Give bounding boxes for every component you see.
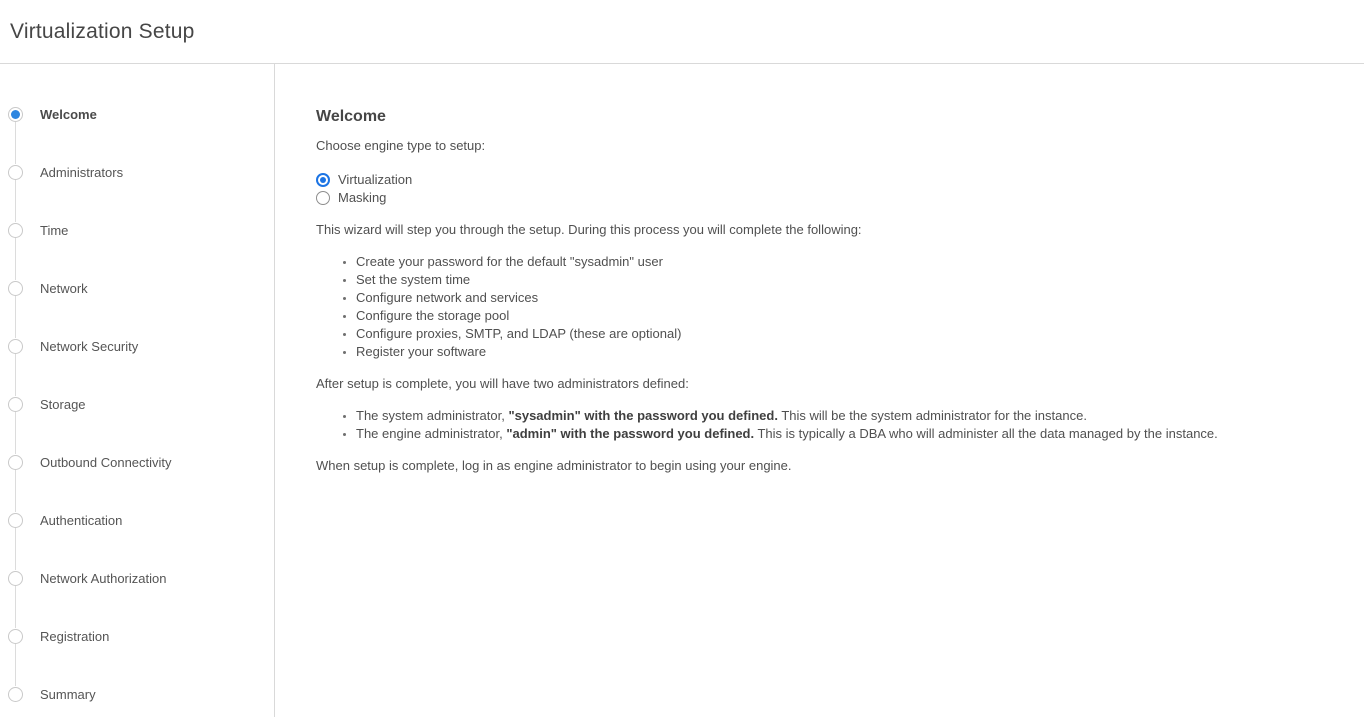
sidebar-item-administrators[interactable]: [0, 143, 274, 201]
step-label: Summary: [40, 686, 96, 702]
wizard-intro-text: This wizard will step you through the setup. During this process you will complete the following:: [316, 222, 862, 237]
list-item: • Configure the storage pool: [356, 307, 1344, 325]
sidebar-item-time[interactable]: [0, 201, 274, 259]
step-radio-icon: [8, 397, 23, 412]
list-item: • Register your software: [356, 343, 1344, 361]
step-radio-icon: [8, 455, 23, 470]
step-radio-icon: [8, 165, 23, 180]
sidebar-item-network[interactable]: [0, 259, 274, 317]
content-heading: Welcome: [316, 108, 386, 125]
radio-option-label: Masking: [338, 190, 387, 205]
list-item: [356, 425, 1344, 443]
step-label: Administrators: [40, 164, 124, 180]
step-radio-icon: [8, 107, 23, 122]
list-item: [356, 407, 1344, 425]
step-radio-icon: [8, 281, 23, 296]
step-radio-icon: [8, 513, 23, 528]
sidebar-item-welcome[interactable]: [0, 85, 274, 143]
page-title: Virtualization Setup: [10, 19, 195, 43]
step-label: Network: [40, 280, 88, 296]
step-label: Time: [40, 222, 69, 238]
step-label: Outbound Connectivity: [40, 454, 172, 470]
bold-text-run: "admin" with the password you defined.: [506, 426, 755, 441]
sidebar-item-network-security[interactable]: [0, 317, 274, 375]
choose-engine-label: Choose engine type to setup:: [316, 138, 486, 153]
administrators-list: [316, 407, 1344, 443]
main-content: [275, 64, 1364, 717]
text-run: The system administrator,: [356, 408, 509, 423]
bold-text-run: "sysadmin" with the password you defined.: [508, 408, 778, 423]
sidebar-item-outbound-connectivity[interactable]: [0, 433, 274, 491]
engine-option-masking[interactable]: [316, 189, 1344, 207]
step-label: Network Authorization: [40, 570, 167, 586]
step-label: Network Security: [40, 338, 139, 354]
radio-option-label: Virtualization: [338, 172, 413, 187]
step-label: Welcome: [40, 106, 97, 122]
list-item: • Set the system time: [356, 271, 1344, 289]
step-label: Registration: [40, 628, 110, 644]
setup-tasks-list: [316, 253, 1344, 361]
radio-checked-icon: [316, 173, 330, 187]
admins-intro-text: After setup is complete, you will have two administrators defined:: [316, 376, 689, 391]
text-run: This is typically a DBA who will administer all the data managed by the instance.: [754, 426, 1218, 441]
sidebar-item-registration[interactable]: [0, 607, 274, 665]
sidebar-item-authentication[interactable]: [0, 491, 274, 549]
text-run: The engine administrator,: [356, 426, 507, 441]
engine-type-radio-group: [316, 171, 1344, 207]
engine-option-virtualization[interactable]: [316, 171, 1344, 189]
layout: [0, 64, 1364, 717]
list-item: • Create your password for the default "sysadmin" user: [356, 253, 1344, 271]
step-radio-icon: [8, 687, 23, 702]
list-item: • Configure proxies, SMTP, and LDAP (these are optional): [356, 325, 1344, 343]
radio-unchecked-icon: [316, 191, 330, 205]
page-header: [0, 0, 1364, 64]
step-radio-icon: [8, 571, 23, 586]
text-run: This will be the system administrator for the instance.: [777, 408, 1087, 423]
step-radio-icon: [8, 629, 23, 644]
setup-steps-sidebar: [0, 64, 275, 717]
step-label: Authentication: [40, 512, 123, 528]
steps-list: [0, 85, 274, 717]
outro-text: When setup is complete, log in as engine administrator to begin using your engine.: [316, 458, 792, 473]
step-label: Storage: [40, 396, 86, 412]
sidebar-item-network-authorization[interactable]: [0, 549, 274, 607]
step-radio-icon: [8, 339, 23, 354]
step-radio-icon: [8, 223, 23, 238]
sidebar-item-summary[interactable]: [0, 665, 274, 717]
sidebar-item-storage[interactable]: [0, 375, 274, 433]
list-item: • Configure network and services: [356, 289, 1344, 307]
